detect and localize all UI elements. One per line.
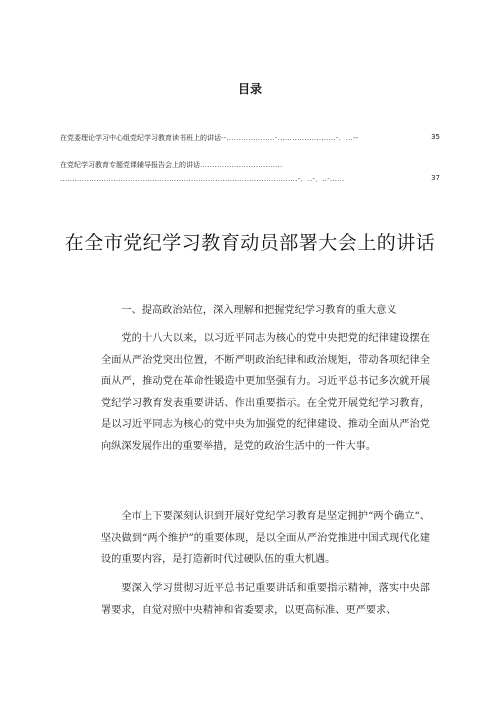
- body-paragraph: 全市上下要深刻认识到开展好党纪学习教育是坚定拥护“两个确立“、坚决做到“两个维护”的重要体现，是以全面从严治党推进中国式现代化建设的重要内容，是打造新时代过硬队伍的重大机遇。: [101, 511, 430, 565]
- document-title: 在全市党纪学习教育动员部署大会上的讲话: [64, 232, 436, 254]
- toc-entry[interactable]: [60, 133, 440, 143]
- body-paragraph: 党的十八大以来，以习近平同志为核心的党中央把党的纪律建设摆在全面从严治党突出位置，不断严明政治纪律和政治规矩，带动各项纪律全面从严，推动党在革命性锻造中更加坚强有力。习近平总书记多次就开展党纪学习教育发表重要讲话、作出重要指示。在全党开展党纪学习教育，是以习近平同志为核心的党中央为加强党的纪律建设、推动全面从严治党向纵深发展作出的重要举措，是党的政治生活中的一件大事。: [101, 333, 430, 452]
- toc-title: 目录: [237, 82, 262, 96]
- toc-entry-text: 在党纪学习教育专题党课辅导报告会上的讲话: [60, 161, 200, 169]
- body-paragraph: 要深入学习贯彻习近平总书记重要讲话和重要指示精神，落实中央部署要求，自觉对照中央精神和省委要求，以更高标准、更严要求、: [101, 583, 430, 616]
- toc-entry[interactable]: [60, 160, 440, 170]
- toc-page-number: 35: [431, 133, 440, 141]
- section-heading: 一、提高政治站位，深入理解和把握党纪学习教育的重大意义: [121, 305, 397, 316]
- toc-leader: ..................................................................................................-．..-．..-......: [60, 175, 345, 183]
- toc-entry-continuation[interactable]: [60, 174, 440, 184]
- toc-leader: ..................................: [200, 161, 283, 169]
- toc-leader: --....................-........................-．...--: [221, 134, 359, 142]
- toc-page-number: 37: [431, 174, 440, 182]
- toc-entry-text: 在党委理论学习中心组党纪学习教育读书班上的讲话: [60, 134, 221, 142]
